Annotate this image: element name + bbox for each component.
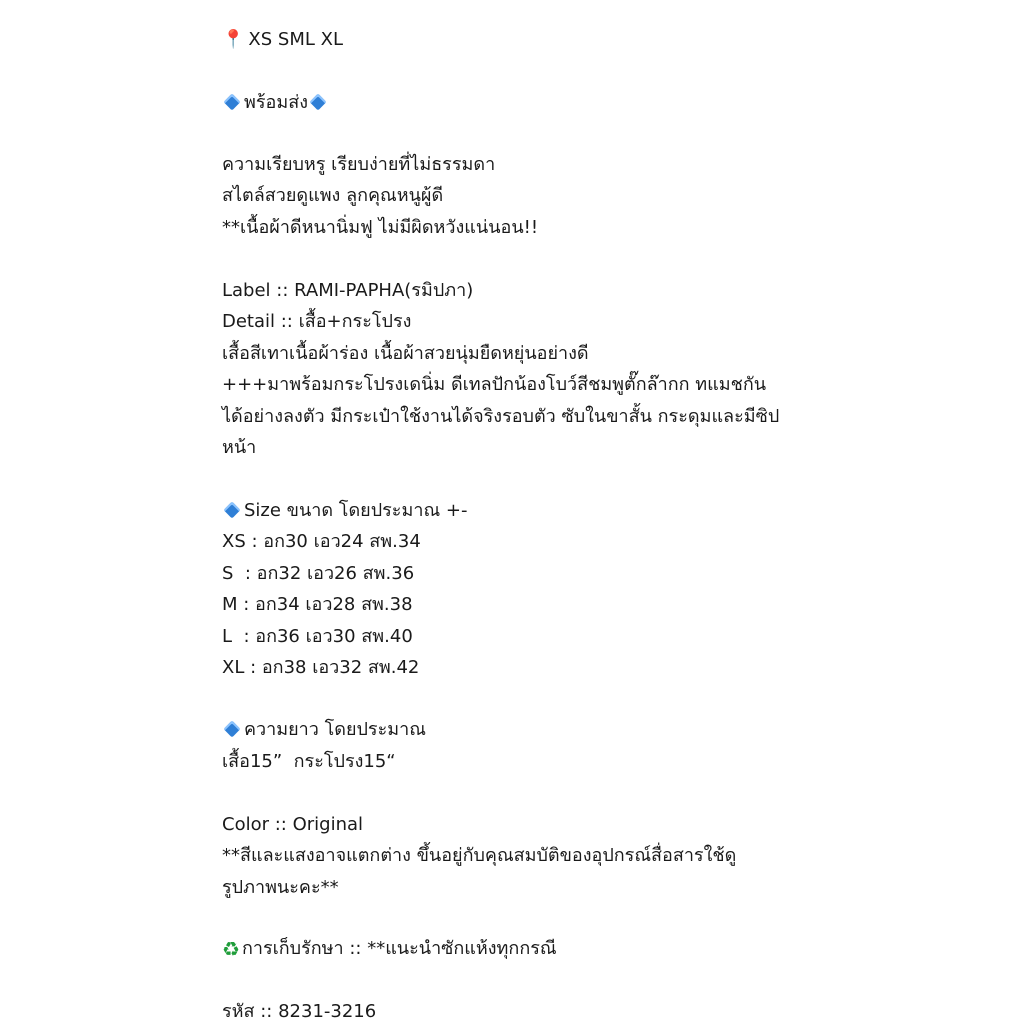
blue-diamond-icon <box>224 94 241 111</box>
intro-line: สไตล์สวยดูแพง ลูกคุณหนูผู้ดี <box>222 185 444 206</box>
detail-text: ได้อย่างลงตัว มีกระเป๋าใช้งานได้จริงรอบตัว ซับในขาสั้น กระดุมและมีซิป <box>222 406 780 427</box>
blue-diamond-icon <box>224 502 241 519</box>
blue-diamond-icon <box>309 94 326 111</box>
pushpin-icon: 📍 <box>222 29 245 50</box>
recycle-icon: ♻ <box>222 937 240 961</box>
sizes-header: 📍 XS SML XL <box>222 29 343 50</box>
length-value: เสื้อ15” กระโปรง15“ <box>222 751 396 772</box>
care-instructions: ♻ การเก็บรักษา :: **แนะนำซักแห้งทุกกรณี <box>222 937 557 961</box>
detail-text: หน้า <box>222 437 257 458</box>
intro-line: **เนื้อผ้าดีหนานิ่มฟู ไม่มีผิดหวังแน่นอน!! <box>222 217 539 238</box>
label-line: Label :: RAMI-PAPHA(รมิปภา) <box>222 280 474 301</box>
size-row: L : อก36 เอว30 สพ.40 <box>222 626 413 647</box>
color-note: รูปภาพนะคะ** <box>222 877 339 898</box>
product-code: รหัส :: 8231-3216 <box>222 1001 377 1022</box>
intro-line: ความเรียบหรู เรียบง่ายที่ไม่ธรรมดา <box>222 154 496 175</box>
length-heading: ความยาว โดยประมาณ <box>222 718 426 742</box>
detail-text: เสื้อสีเทาเนื้อผ้าร่อง เนื้อผ้าสวยนุ่มยืดหยุ่นอย่างดี <box>222 343 589 364</box>
size-row: XS : อก30 เอว24 สพ.34 <box>222 531 421 552</box>
color-note: **สีและแสงอาจแตกต่าง ขึ้นอยู่กับคุณสมบัติของอุปกรณ์สื่อสารใช้ดู <box>222 845 737 866</box>
detail-line: Detail :: เสื้อ+กระโปรง <box>222 311 412 332</box>
blue-diamond-icon <box>224 721 241 738</box>
color-label: Color :: Original <box>222 814 364 835</box>
detail-text: +++มาพร้อมกระโปรงเดนิ่ม ดีเทลปักน้องโบว์สีชมพูตั๊กล๊ากก ทแมชกัน <box>222 374 767 395</box>
size-row: XL : อก38 เอว32 สพ.42 <box>222 657 420 678</box>
size-row: M : อก34 เอว28 สพ.38 <box>222 594 413 615</box>
size-heading: Size ขนาด โดยประมาณ +- <box>222 499 467 523</box>
size-row: S : อก32 เอว26 สพ.36 <box>222 563 415 584</box>
ready-stock-label: พร้อมส่ง <box>222 91 330 115</box>
